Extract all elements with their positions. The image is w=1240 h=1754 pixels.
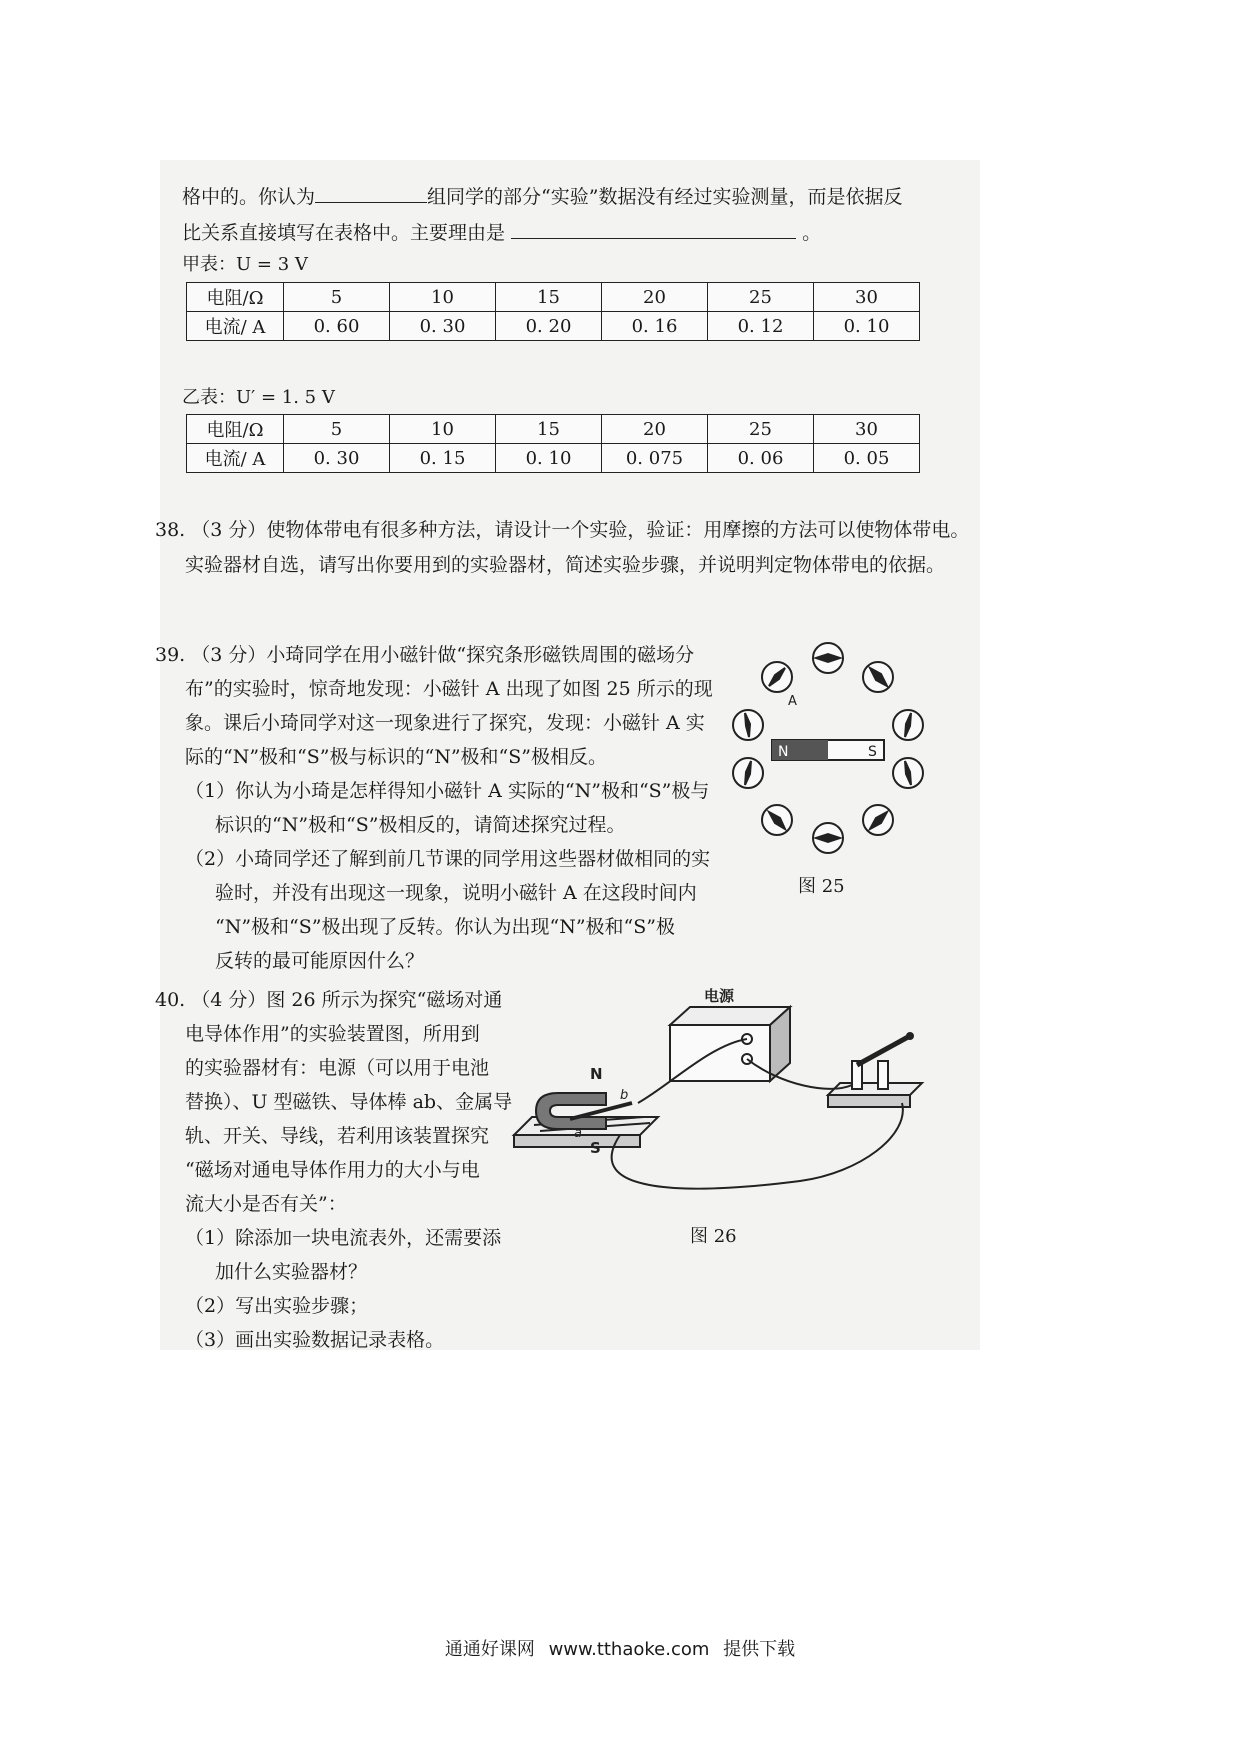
q40-line-5: 轨、开关、导线，若利用该装置探究 <box>185 1125 490 1147</box>
table-cell: 0. 20 <box>496 312 602 341</box>
table-cell: 0. 05 <box>814 444 920 473</box>
table-cell: 0. 30 <box>390 312 496 341</box>
footer-url[interactable]: www.tthaoke.com <box>548 1639 710 1660</box>
figure-25-caption: 图 25 <box>798 876 845 897</box>
intro-line-2 <box>182 216 821 248</box>
footer-suffix: 提供下载 <box>723 1639 796 1660</box>
intro-text: 比关系直接填写在表格中。主要理由是 <box>182 222 506 244</box>
table-cell: 0. 12 <box>708 312 814 341</box>
table-header-cell: 电阻/Ω <box>187 283 284 312</box>
q40-line-4: 替换）、U 型磁铁、导体棒 ab、金属导 <box>185 1091 513 1113</box>
q40-sub1-line-1: （1）除添加一块电流表外，还需要添 <box>185 1227 502 1249</box>
compass-needle-icon <box>893 710 923 740</box>
q40-line-7: 流大小是否有关”： <box>185 1193 347 1215</box>
compass-needle-icon <box>893 758 923 788</box>
q40-line-6: “磁场对通电导体作用力的大小与电 <box>185 1159 480 1181</box>
q39-sub2-line-3: “N”极和“S”极出现了反转。你认为出现“N”极和“S”极 <box>215 916 675 938</box>
q38-line-2: 实验器材自选，请写出你要用到的实验器材，简述实验步骤，并说明判定物体带电的依据。 <box>185 554 946 576</box>
table-header-cell: 电阻/Ω <box>187 415 284 444</box>
q40-line-2: 电导体作用”的实验装置图，所用到 <box>185 1023 480 1045</box>
q40-line-1: 40. （4 分）图 26 所示为探究“磁场对通 <box>155 989 503 1011</box>
compass-needle-icon <box>762 805 792 835</box>
answer-blank-reason[interactable] <box>511 216 796 239</box>
q40-line-3: 的实验器材有：电源（可以用于电池 <box>185 1057 490 1079</box>
table-cell: 0. 10 <box>814 312 920 341</box>
table-cell: 20 <box>602 283 708 312</box>
table-header-cell: 电流/ A <box>187 312 284 341</box>
compass-needle-icon <box>733 758 763 788</box>
table-cell: 5 <box>284 283 390 312</box>
table-cell: 0. 15 <box>390 444 496 473</box>
table-jia <box>186 282 920 341</box>
table-cell: 0. 30 <box>284 444 390 473</box>
magnet-s-label: S <box>868 744 877 760</box>
table-row <box>187 444 920 473</box>
q40-sub3: （3）画出实验数据记录表格。 <box>185 1329 445 1351</box>
compass-needle-icon <box>813 823 843 853</box>
table-cell: 10 <box>390 283 496 312</box>
rod-end-b-label: b <box>620 1088 629 1103</box>
answer-blank-group[interactable] <box>315 180 427 203</box>
switch-icon <box>828 1032 922 1107</box>
table-header-cell: 电流/ A <box>187 444 284 473</box>
q39-line-2: 布”的实验时，惊奇地发现：小磁针 A 出现了如图 25 所示的现 <box>185 678 713 700</box>
needle-a-label: A <box>788 694 797 709</box>
table-cell: 0. 06 <box>708 444 814 473</box>
q39-sub2-line-2: 验时，并没有出现这一现象，说明小磁针 A 在这段时间内 <box>215 882 697 904</box>
table-row <box>187 312 920 341</box>
power-supply-label: 电源 <box>704 987 735 1005</box>
intro-line-1 <box>182 180 902 212</box>
q39-sub2-line-1: （2）小琦同学还了解到前几节课的同学用这些器材做相同的实 <box>185 848 711 870</box>
compass-needle-icon <box>813 643 843 673</box>
table-cell: 10 <box>390 415 496 444</box>
table-yi <box>186 414 920 473</box>
q39-line-3: 象。课后小琦同学对这一现象进行了探究，发现：小磁针 A 实 <box>185 712 705 734</box>
table-row <box>187 283 920 312</box>
table-cell: 0. 16 <box>602 312 708 341</box>
table-cell: 15 <box>496 283 602 312</box>
table-cell: 25 <box>708 283 814 312</box>
compass-needle-icon <box>863 662 893 692</box>
table-jia-caption: 甲表：U = 3 V <box>182 254 308 275</box>
intro-text: 格中的。你认为 <box>182 186 316 208</box>
q39-sub1-line-2: 标识的“N”极和“S”极相反的，请简述探究过程。 <box>215 814 626 836</box>
table-yi-caption: 乙表：U′ = 1. 5 V <box>182 387 335 408</box>
figure-26-caption: 图 26 <box>690 1226 737 1247</box>
table-cell: 25 <box>708 415 814 444</box>
q39-sub1-line-1: （1）你认为小琦是怎样得知小磁针 A 实际的“N”极和“S”极与 <box>185 780 710 802</box>
table-row <box>187 415 920 444</box>
compass-needle-icon <box>733 710 763 740</box>
figure-25-compass-diagram <box>720 630 940 860</box>
magnet-n-label: N <box>590 1065 603 1083</box>
rod-end-a-label: a <box>574 1126 582 1141</box>
q40-sub2: （2）写出实验步骤； <box>185 1295 369 1317</box>
intro-text: 。 <box>802 222 822 244</box>
table-cell: 20 <box>602 415 708 444</box>
q39-sub2-line-4: 反转的最可能原因什么？ <box>215 950 425 972</box>
compass-needle-icon <box>762 662 792 692</box>
table-cell: 0. 075 <box>602 444 708 473</box>
magnet-s-label: S <box>590 1139 601 1157</box>
intro-text: 组同学的部分“实验”数据没有经过实验测量，而是依据反 <box>427 186 903 208</box>
magnet-n-label: N <box>778 744 789 760</box>
table-cell: 5 <box>284 415 390 444</box>
table-cell: 0. 10 <box>496 444 602 473</box>
figure-26-apparatus-diagram <box>510 985 950 1205</box>
q38-line-1: 38. （3 分）使物体带电有很多种方法，请设计一个实验，验证：用摩擦的方法可以使物体带电。 <box>155 519 970 541</box>
table-cell: 30 <box>814 283 920 312</box>
q39-line-1: 39. （3 分）小琦同学在用小磁针做“探究条形磁铁周围的磁场分 <box>155 644 695 666</box>
compass-needle-icon <box>863 805 893 835</box>
table-cell: 15 <box>496 415 602 444</box>
q39-line-4: 际的“N”极和“S”极与标识的“N”极和“S”极相反。 <box>185 746 607 768</box>
footer-site-name: 通通好课网 <box>444 1639 535 1660</box>
footer <box>0 1635 1240 1661</box>
table-cell: 30 <box>814 415 920 444</box>
q40-sub1-line-2: 加什么实验器材？ <box>215 1261 368 1283</box>
table-cell: 0. 60 <box>284 312 390 341</box>
